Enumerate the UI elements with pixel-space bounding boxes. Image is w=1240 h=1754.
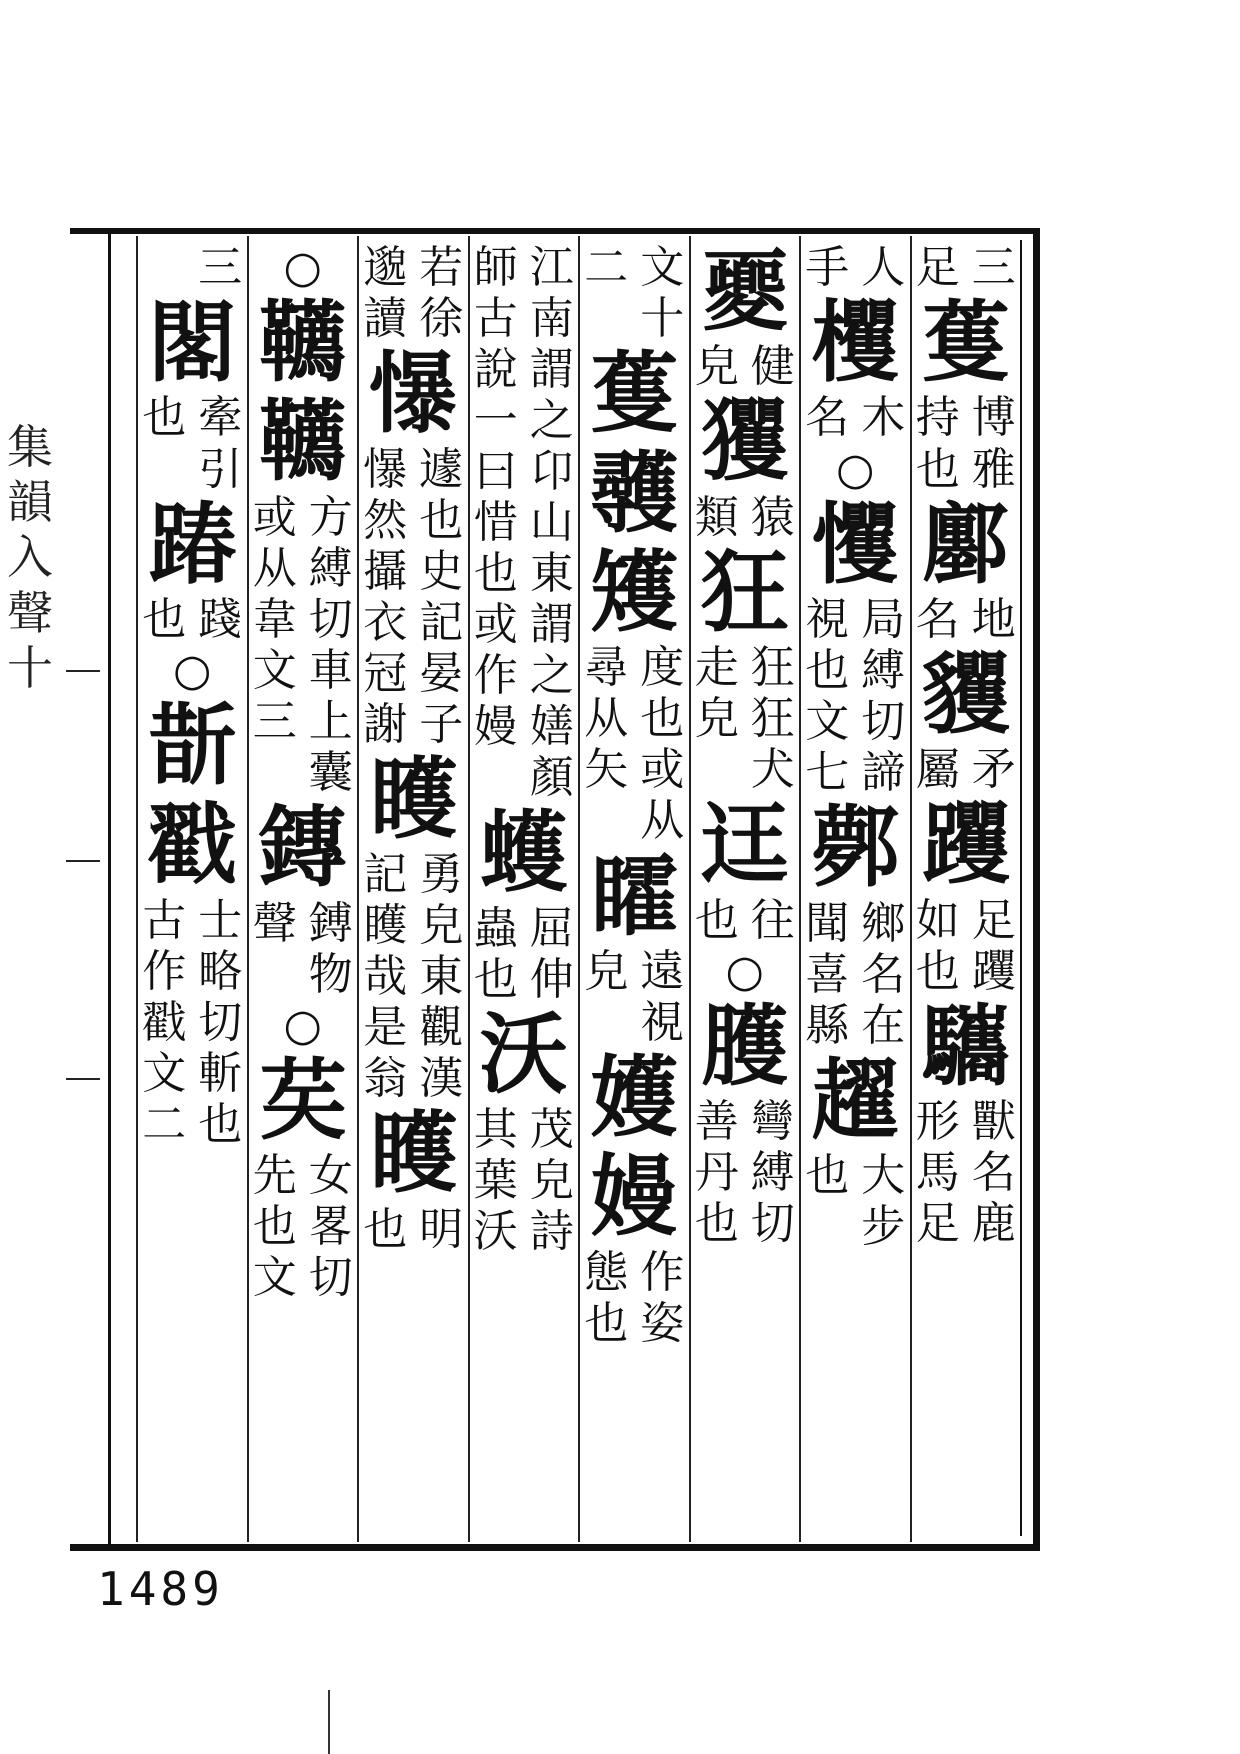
annotation: [692, 341, 798, 392]
annotation-left: 聞 喜 縣: [805, 897, 850, 1051]
annotation-left: 古 作 戳 文 二: [142, 894, 187, 1150]
annotation: [802, 392, 908, 443]
annotation-right: 三: [198, 242, 243, 293]
annotation: [471, 1104, 577, 1257]
annotation-left: 名: [915, 593, 960, 645]
annotation: [139, 392, 245, 494]
annotation-left: 皃: [584, 945, 629, 997]
annotation-right: 局 縛 切 諦: [861, 593, 906, 799]
annotation-right: 勇 皃 東 觀 漢: [419, 849, 464, 1105]
annotation-left: 走 皃: [694, 642, 739, 745]
headword: 嬳: [590, 1045, 679, 1149]
annotation-right: 健: [750, 341, 795, 393]
headword: 矆: [369, 746, 458, 851]
text-column: [910, 236, 1021, 1542]
annotation: [802, 242, 908, 293]
headword: 矆: [369, 1101, 458, 1206]
annotation-left: 師 古 說 一 曰 惜 也 或 作 嫚: [473, 242, 518, 753]
annotation-right: 江 南 謂 之 卬 山 東 謂 之 嫸 顏: [529, 242, 574, 804]
annotation: [692, 895, 798, 946]
margin-char: 聲: [7, 585, 53, 640]
text-column: [799, 236, 910, 1542]
annotation: [802, 594, 908, 798]
headword: 彠: [590, 440, 679, 545]
annotation-left: 手: [805, 242, 850, 293]
headword: 䒨: [258, 1047, 347, 1152]
headword: 沃: [479, 1001, 568, 1106]
annotation-left: [250, 949, 300, 1000]
section-circle: ○: [836, 443, 875, 495]
annotation-left: 也: [805, 1150, 850, 1202]
margin-char: 入: [7, 530, 53, 585]
text-column: [247, 236, 358, 1542]
annotation-right: 若 徐: [419, 242, 464, 345]
headword: 趯: [811, 1047, 900, 1152]
annotation: [913, 242, 1019, 293]
section-circle: ○: [725, 945, 764, 997]
annotation-right: 鄉 名 在: [861, 897, 906, 1051]
headword: 戳: [148, 792, 237, 897]
headword: 斮: [148, 693, 237, 797]
text-column: [357, 236, 468, 1542]
margin-tick: [66, 1078, 100, 1080]
annotation: [360, 1204, 466, 1255]
annotation-right: 足 躩: [971, 894, 1016, 997]
headword: 鄽: [921, 491, 1010, 596]
frame-left-rule: [108, 232, 111, 1546]
annotation-right: 方 縛 切 車 上 囊: [308, 491, 353, 799]
headword: 懪: [369, 341, 458, 446]
annotation-left: 其 葉 沃: [473, 1104, 518, 1258]
headword: 鏄: [258, 795, 347, 900]
annotation-right: 物: [308, 948, 353, 1000]
scan-mark: [328, 1690, 330, 1754]
annotation-right: 獸 名 鹿: [971, 1096, 1016, 1250]
headword: 矐: [590, 843, 679, 948]
annotation-right: 大 步: [861, 1150, 906, 1253]
headword: 韉: [258, 290, 347, 394]
annotation-right: 遽 也 史 記 晏 子: [419, 443, 464, 750]
annotation: [802, 1150, 908, 1252]
annotation: [360, 242, 466, 344]
headword: 矱: [590, 539, 679, 644]
annotation-right: 地: [971, 593, 1016, 645]
margin-char: 韻: [7, 475, 53, 530]
section-circle: ○: [283, 242, 322, 293]
annotation-left: 也: [363, 1203, 408, 1255]
annotation: [692, 1096, 798, 1249]
annotation: [581, 642, 687, 846]
text-column: [578, 236, 689, 1542]
annotation: [139, 895, 245, 1150]
annotation-right: 狂 狂 犬: [750, 642, 795, 796]
annotation-right: 明: [419, 1203, 464, 1255]
annotation: [692, 492, 798, 543]
annotation-right: 彎 縛 切: [750, 1096, 795, 1250]
annotation-right: 三: [971, 242, 1016, 293]
annotation-right: 木: [861, 392, 906, 444]
headword: 玃: [700, 389, 789, 494]
annotation-right: 作 姿: [640, 1246, 685, 1349]
annotation: [913, 895, 1019, 997]
headword: 夒: [700, 239, 789, 343]
annotation-left: [139, 242, 189, 293]
annotation: [360, 444, 466, 750]
annotation-left: 二: [584, 242, 629, 293]
headword: 臒: [700, 993, 789, 1098]
annotation-right: 牽 引: [198, 392, 243, 495]
annotation-right: 人: [861, 242, 906, 293]
annotation-left: 記 矆 哉 是 翁: [363, 849, 408, 1105]
headword: 驨: [921, 993, 1010, 1098]
section-circle: ○: [173, 645, 212, 696]
annotation-right: 矛: [971, 744, 1016, 796]
headword: 蒦: [590, 341, 679, 446]
headword: 貜: [921, 642, 1010, 746]
headword: 戄: [811, 491, 900, 596]
annotation-right: 踐: [198, 593, 243, 645]
annotation-left: 類: [694, 491, 739, 543]
text-column: [136, 236, 247, 1542]
text-column: [689, 236, 800, 1542]
headword: 躩: [921, 792, 1010, 897]
annotation-left: 也: [142, 392, 187, 444]
annotation: [250, 492, 356, 798]
annotation-left: 善 丹 也: [694, 1096, 739, 1250]
annotation-left: 屬: [915, 744, 960, 796]
annotation-left: 蟲 也: [473, 902, 518, 1005]
headword: 鄸: [811, 795, 900, 900]
headword: 蠖: [479, 800, 568, 905]
annotation: [913, 594, 1019, 645]
annotation-right: 屈 伸: [529, 902, 574, 1005]
annotation-left: 形 馬 足: [915, 1096, 960, 1250]
annotation: [581, 1247, 687, 1349]
headword: 欔: [811, 290, 900, 395]
annotation: [360, 849, 466, 1104]
annotation: [471, 903, 577, 1005]
annotation-right: 鎛: [308, 897, 353, 949]
annotation: [250, 949, 356, 1000]
annotation: [139, 594, 245, 645]
annotation: [802, 898, 908, 1051]
annotation-right: 度 也 或 从: [640, 642, 685, 847]
frame-bottom-rule: [70, 1544, 1040, 1551]
annotation: [581, 946, 687, 1048]
headword: 閣: [148, 290, 237, 395]
annotation-right: 遠 視: [640, 945, 685, 1048]
headword: 狂: [700, 539, 789, 644]
text-column: [468, 236, 579, 1542]
annotation-right: 猿: [750, 491, 795, 543]
annotation: [913, 1096, 1019, 1249]
annotation: [471, 242, 577, 803]
annotation-right: 往: [750, 894, 795, 946]
annotation-left: 態 也: [584, 1246, 629, 1349]
annotation-right: 女 畧 切: [308, 1150, 353, 1304]
annotation: [913, 744, 1019, 795]
annotation: [250, 898, 356, 949]
annotation-left: 皃: [694, 341, 739, 393]
annotation: [581, 242, 687, 344]
annotation-left: 持 也: [915, 392, 960, 495]
page-number: 1489: [97, 1562, 224, 1616]
annotation: [692, 642, 798, 795]
annotation: [139, 242, 245, 293]
annotation-left: 如 也: [915, 894, 960, 997]
annotation-right: 文 十: [640, 242, 685, 345]
annotation-right: 博 雅: [971, 392, 1016, 495]
annotation-left: 也: [142, 593, 187, 645]
annotation-left: 先 也 文: [252, 1150, 297, 1304]
annotation-left: 視 也 文 七: [805, 593, 850, 799]
annotation: [250, 1150, 356, 1303]
annotation-left: 聲: [252, 897, 297, 949]
margin-tick: [66, 860, 100, 862]
annotation-left: 也: [694, 894, 739, 946]
headword: 踳: [148, 491, 237, 596]
margin-char: 十: [7, 640, 53, 695]
annotation: [913, 392, 1019, 494]
annotation-left: 懪 然 攝 衣 冠 謝: [363, 443, 408, 750]
margin-char: 集: [7, 420, 53, 474]
annotation-right: 士 略 切 斬 也: [198, 894, 243, 1150]
margin-label: [0, 420, 60, 696]
annotation-right: 茂 皃 詩: [529, 1104, 574, 1258]
headword: 韉: [258, 389, 347, 494]
frame-right-inner-rule: [1020, 240, 1022, 1536]
margin-tick: [66, 670, 100, 672]
section-circle: ○: [283, 999, 322, 1051]
frame-top-rule: [70, 228, 1040, 234]
annotation-left: 或 从 韋 文 三: [252, 491, 297, 747]
headword: 嫚: [590, 1144, 679, 1249]
annotation-left: 名: [805, 392, 850, 444]
headword: 迋: [700, 792, 789, 897]
annotation-left: 邈 讀: [363, 242, 408, 345]
headword: 蒦: [921, 290, 1010, 395]
annotation-left: 足: [915, 242, 960, 293]
annotation-left: 尋 从 矢: [584, 642, 629, 796]
frame-right-rule: [1033, 228, 1040, 1551]
